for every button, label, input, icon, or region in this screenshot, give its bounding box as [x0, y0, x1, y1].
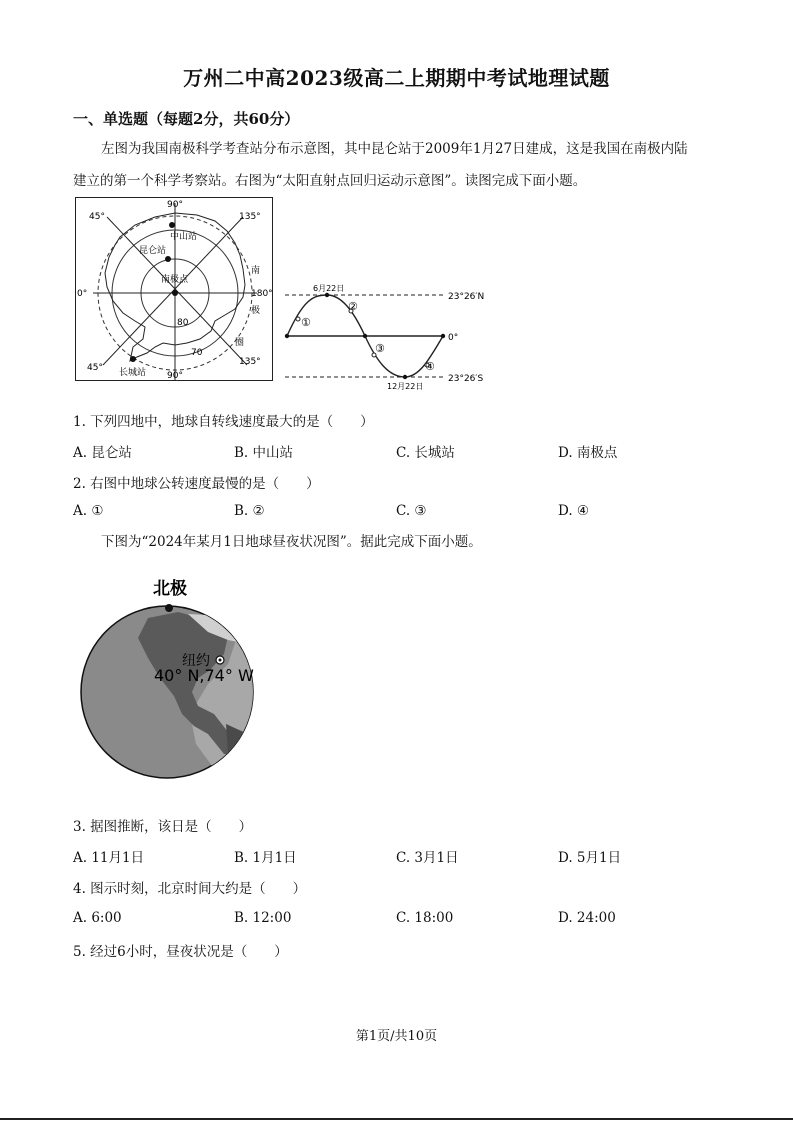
label-90-top: 90° — [167, 200, 183, 210]
label-p3: ③ — [375, 342, 385, 355]
label-newyork: 纽约 — [182, 653, 210, 669]
intro-line-2: 建立的第一个科学考察站。右图为“太阳直射点回归运动示意图”。读图完成下面小题。 — [73, 173, 587, 189]
label-p2: ② — [348, 300, 358, 313]
changcheng-dot — [130, 356, 136, 362]
label-p4: ④ — [425, 360, 435, 373]
label-changcheng: 长城站 — [119, 368, 147, 378]
label-45-tl: 45° — [89, 212, 105, 222]
q3-option-b[interactable]: B. 1月1日 — [234, 850, 297, 866]
label-north-pole: 北极 — [153, 579, 187, 599]
page-footer: 第1页/共10页 — [355, 1029, 438, 1044]
kunlun-dot — [165, 256, 171, 262]
zhongshan-dot — [169, 222, 175, 228]
q2-option-a[interactable]: A. ① — [73, 503, 104, 519]
q2-option-c[interactable]: C. ③ — [396, 503, 427, 519]
q3-option-c[interactable]: C. 3月1日 — [396, 850, 459, 866]
label-lat-70: 70 — [191, 348, 203, 358]
q1-option-d[interactable]: D. 南极点 — [558, 445, 618, 461]
label-kunlun: 昆仑站 — [139, 246, 167, 256]
question-3: 3. 据图推断，该日是（ ） — [73, 819, 253, 835]
label-nanji: 南极点 — [161, 275, 189, 285]
question-2: 2. 右图中地球公转速度最慢的是（ ） — [73, 476, 320, 492]
label-equator: 0° — [448, 333, 459, 343]
question-4: 4. 图示时刻，北京时间大约是（ ） — [73, 881, 307, 897]
label-135-tr: 135° — [239, 212, 261, 222]
label-s-tropic: 23°26′S — [448, 374, 484, 384]
bottom-rule — [0, 1118, 793, 1120]
antarctic-station-map — [75, 197, 273, 381]
sun-direct-point-diagram — [283, 280, 493, 392]
label-jun22: 6月22日 — [313, 284, 345, 293]
label-lat-80: 80 — [177, 318, 189, 328]
day-night-globe-figure — [78, 574, 268, 780]
label-180: 180° — [251, 289, 273, 299]
label-zhongshan: 中山站 — [170, 232, 198, 242]
q4-option-a[interactable]: A. 6:00 — [73, 910, 122, 926]
intro-paragraph-2: 下图为“2024年某月1日地球昼夜状况图”。据此完成下面小题。 — [101, 534, 482, 550]
section-heading: 一、单选题（每题2分，共60分） — [73, 110, 300, 128]
south-pole-dot — [172, 290, 178, 296]
q3-option-a[interactable]: A. 11月1日 — [73, 850, 145, 866]
label-135-br: 135° — [239, 357, 261, 367]
label-nan: 南 — [251, 266, 261, 276]
q2-option-b[interactable]: B. ② — [234, 503, 265, 519]
label-n-tropic: 23°26′N — [448, 292, 485, 302]
q1-option-a[interactable]: A. 昆仑站 — [73, 445, 132, 461]
label-quan: 圈 — [235, 338, 245, 348]
question-5: 5. 经过6小时，昼夜状况是（ ） — [73, 944, 288, 960]
label-dec22: 12月22日 — [387, 382, 424, 391]
intro-paragraph-1 — [73, 133, 723, 197]
q1-option-c[interactable]: C. 长城站 — [396, 445, 455, 461]
intro-line-1: 左图为我国南极科学考查站分布示意图，其中昆仑站于2009年1月27日建成，这是我国在南极内陆 — [101, 141, 688, 157]
label-p1: ① — [301, 316, 311, 329]
q2-option-d[interactable]: D. ④ — [558, 503, 590, 519]
label-45-bl: 45° — [87, 363, 103, 373]
label-coords: 40° N,74° W — [154, 666, 254, 685]
q4-option-b[interactable]: B. 12:00 — [234, 910, 292, 926]
south-america-land — [226, 724, 256, 774]
page-title: 万州二中高2023级高二上期期中考试地理试题 — [183, 66, 610, 90]
question-1: 1. 下列四地中，地球自转线速度最大的是（ ） — [73, 414, 374, 430]
north-pole-dot — [165, 604, 173, 612]
q3-option-d[interactable]: D. 5月1日 — [558, 850, 622, 866]
q1-option-b[interactable]: B. 中山站 — [234, 445, 294, 461]
label-90-bottom: 90° — [167, 371, 183, 381]
q4-option-c[interactable]: C. 18:00 — [396, 910, 454, 926]
label-0: 0° — [77, 289, 88, 299]
q4-option-d[interactable]: D. 24:00 — [558, 910, 616, 926]
label-ji: 极 — [251, 306, 261, 316]
